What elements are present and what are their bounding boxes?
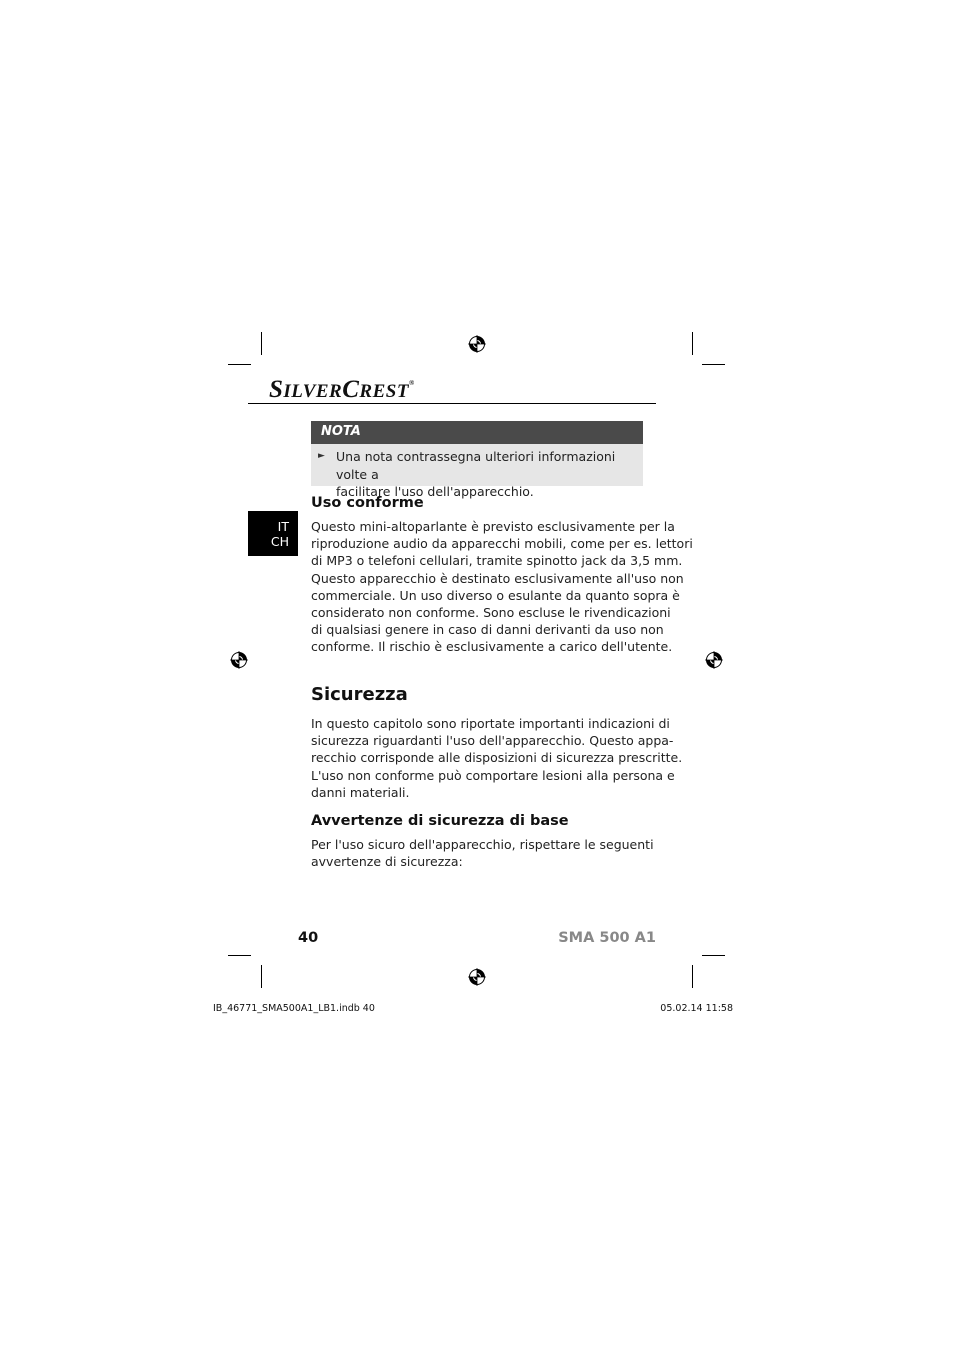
text-line: Questo mini-altoparlante è previsto esclusivamente per la [311, 519, 675, 534]
note-body [311, 444, 643, 499]
text-line: Per l'uso sicuro dell'apparecchio, rispettare le seguenti [311, 837, 654, 852]
arrow-right-icon: ► [318, 451, 325, 461]
text-line: commerciale. Un uso diverso o esulante da quanto sopra è [311, 587, 680, 603]
crop-mark [261, 332, 262, 355]
registration-mark-icon [705, 651, 723, 669]
registration-mark-icon [230, 651, 248, 669]
text-line: L'uso non conforme può comportare lesioni alla persona e [311, 767, 675, 783]
note-title: NOTA [321, 424, 361, 439]
registration-mark-icon [468, 968, 486, 986]
text-line: di qualsiasi genere in caso di danni derivanti da uso non [311, 622, 664, 638]
note-line: Una nota contrassegna ulteriori informazioni volte a [336, 449, 616, 482]
header-rule [248, 403, 656, 404]
paragraph-sicurezza [311, 715, 683, 801]
registration-mark-icon [468, 335, 486, 353]
text-line: Questo apparecchio è destinato esclusivamente all'uso non [311, 570, 684, 586]
note-line: facilitare l'uso dell'apparecchio. [336, 484, 534, 499]
page-number: 40 [298, 930, 319, 946]
crop-mark [702, 955, 725, 956]
language-tab [248, 511, 298, 556]
logo-letter-s: S [269, 376, 284, 403]
slug-file-info: IB_46771_SMA500A1_LB1.indb 40 [213, 1003, 375, 1014]
text-line: danni materiali. [311, 784, 410, 800]
logo-text-rest: REST [359, 381, 409, 402]
text-line: In questo capitolo sono riportate importanti indicazioni di [311, 716, 670, 731]
registered-mark: ® [408, 379, 415, 387]
crop-mark [228, 955, 251, 956]
model-name: SMA 500 A1 [558, 930, 656, 946]
brand-logo [269, 376, 415, 404]
language-code-it: IT [277, 519, 289, 534]
paragraph-avvertenze [311, 836, 654, 870]
note-text [336, 448, 636, 501]
language-code-ch: CH [270, 534, 289, 549]
text-line: avvertenze di sicurezza: [311, 854, 463, 870]
text-line: considerato non conforme. Sono escluse le rivendicazioni [311, 605, 671, 621]
crop-mark [228, 364, 251, 365]
section-heading-sicurezza: Sicurezza [311, 684, 408, 705]
text-line: riproduzione audio da apparecchi mobili, come per es. lettori [311, 536, 693, 552]
crop-mark [692, 332, 693, 355]
text-line: sicurezza riguardanti l'uso dell'apparecchio. Questo appa- [311, 733, 674, 749]
text-line: conforme. Il rischio è esclusivamente a carico dell'utente. [311, 639, 673, 655]
logo-text-ilver: ILVER [283, 381, 343, 402]
crop-mark [692, 965, 693, 988]
crop-mark [261, 965, 262, 988]
paragraph-uso-conforme [311, 518, 693, 656]
section-heading-avvertenze: Avvertenze di sicurezza di base [311, 813, 569, 829]
slug-date-time: 05.02.14 11:58 [660, 1003, 733, 1014]
logo-letter-c: C [342, 376, 360, 403]
section-heading-uso-conforme: Uso conforme [311, 495, 424, 511]
text-line: di MP3 o telefoni cellulari, tramite spinotto jack da 3,5 mm. [311, 553, 683, 569]
crop-mark [702, 364, 725, 365]
note-header [311, 421, 643, 444]
text-line: recchio corrisponde alle disposizioni di sicurezza prescritte. [311, 750, 683, 766]
